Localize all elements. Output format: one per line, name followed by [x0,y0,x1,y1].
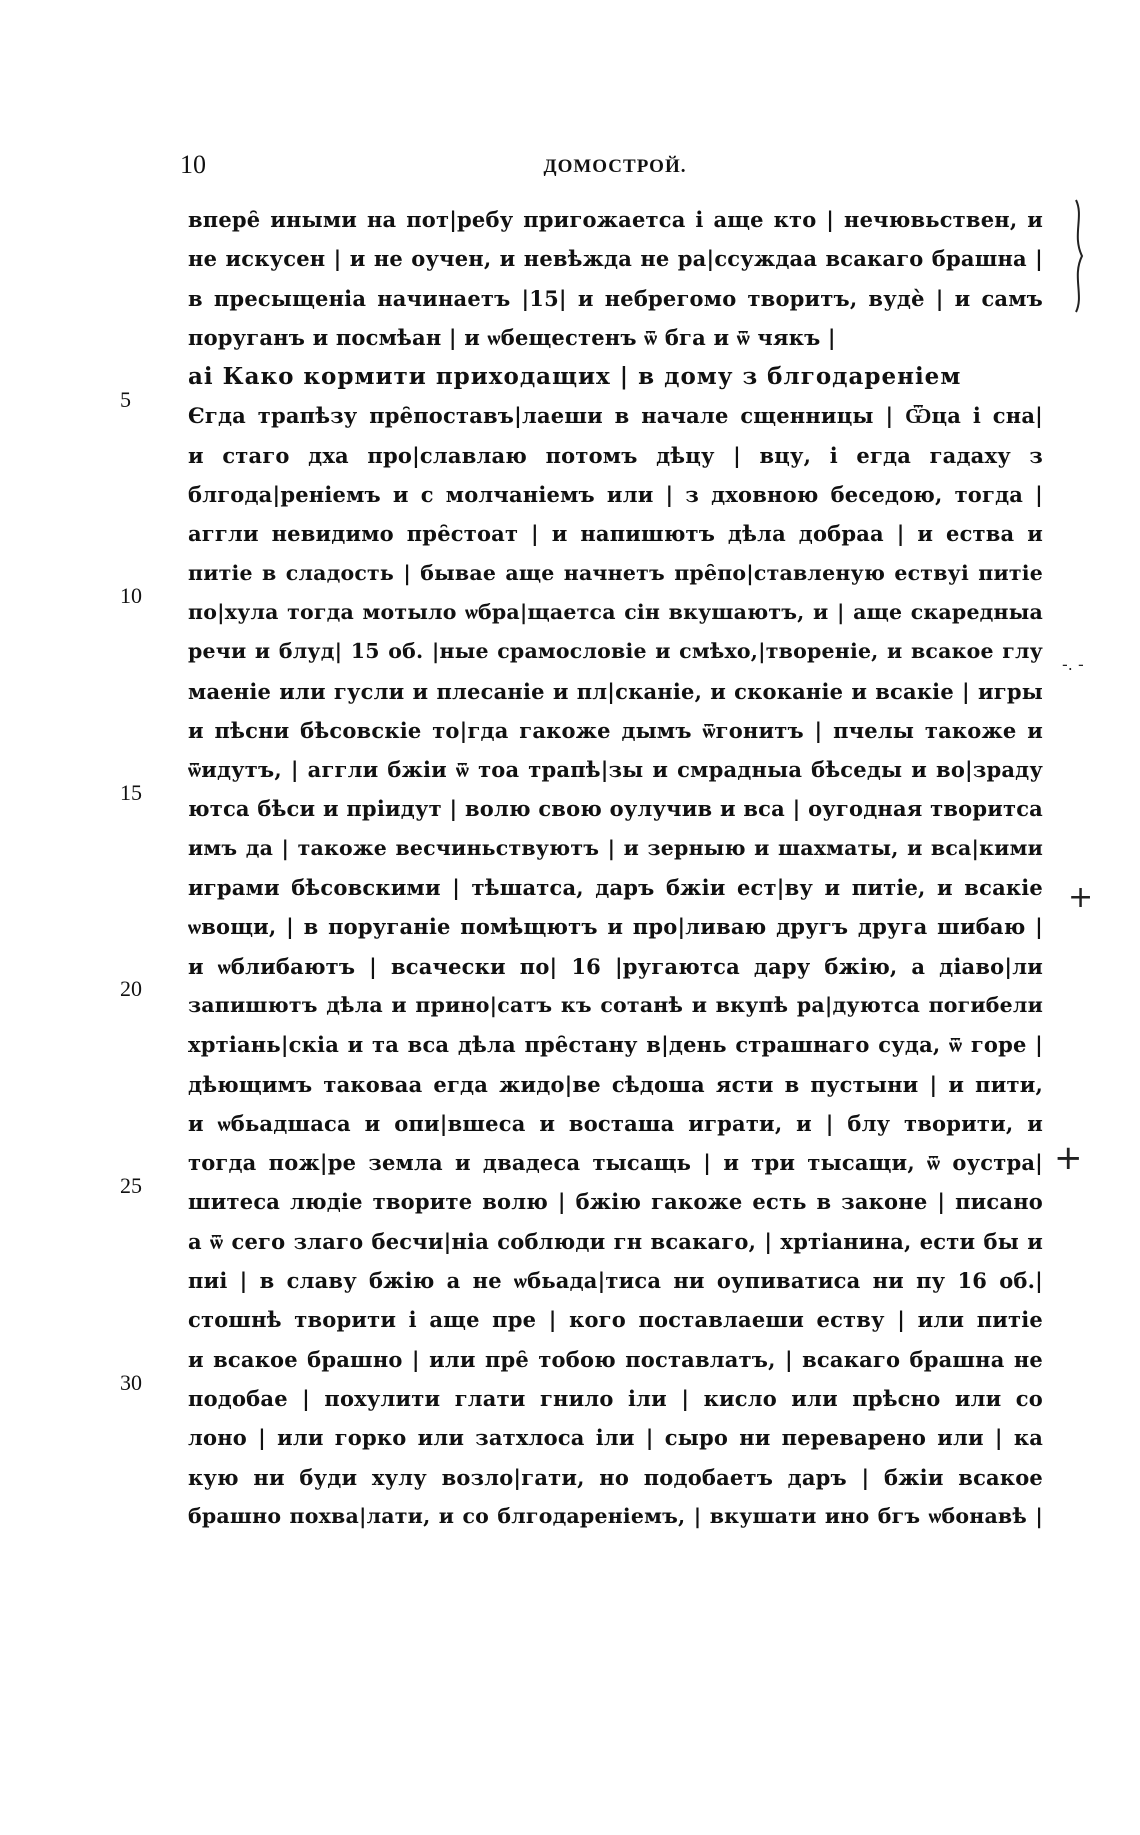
text-line: хртіань|скіа и та вса дѣла пре̑стану в|день страшнаго суда, ѿ горе | [188,1032,1043,1058]
text-line: не искусен | и не оучен, и невѣжда не ра|ссуждаа всакаго брашна | [188,246,1043,272]
text-line: и всакое брашно | или пре̑ тобою поставлатъ, | всакаго брашна не [188,1346,1043,1372]
margin-cross-mark: + [1068,880,1094,915]
line-number-25: 25 [120,1173,142,1198]
text-line: подобае | похулити глати гнило іли | кисло или прѣсно или со [188,1385,1043,1411]
line-number-5: 5 [120,387,131,412]
line-number-15: 15 [120,780,142,805]
chapter-heading: аі Како кормити приходащих | в дому з блгодареніем [188,363,962,391]
margin-cross-mark-2: + [1054,1138,1083,1178]
text-line: дѣющимъ таковаа егда жидо|ве сѣдоша ясти в пустыни | и пити, [188,1071,1043,1097]
line-number-30: 30 [120,1370,142,1395]
text-line: а ѿ сего злаго бесчи|ніа соблюди гн всакаго, | хртіанина, ести бы и [188,1228,1043,1254]
text-line: ѿидутъ, | аггли бжіи ѿ тоа трапѣ|зы и смрадныа бѣседы и во|зраду [188,757,1043,783]
line-number-10: 10 [120,583,142,608]
text-line: ютса бѣси и пріидут | волю свою оулучив и вса | оугодная творитса [188,796,1043,822]
line-number-20: 20 [120,976,142,1001]
text-line: стошнѣ творити і аще пре | кого поставлаеши еству | или питіе [188,1307,1043,1333]
text-line: запишютъ дѣла и прино|сатъ къ сотанѣ и вкупѣ ра|дуютса погибели [188,992,1043,1017]
text-line: и ѡбьадшаса и опи|вшеса и восташа играти, и | блу творити, и [188,1110,1043,1136]
margin-dash-mark: -. - [1062,655,1084,674]
text-line: и ѡблибаютъ | всачески по| 16 |ругаютса дару бжію, а діаво|ли [188,953,1043,979]
text-line: питіе в сладость | бывае аще начнетъ пре̑по|ставленую ествуі питіе [188,560,1043,585]
page-number: 10 [180,150,206,179]
text-line: блгода|реніемъ и с молчаніемъ или | з дховною беседою, тогда | [188,482,1043,508]
text-line: брашно похва|лати, и со блгодареніемъ, | вкушати ино бгъ ѡбонавѣ | [188,1503,1043,1528]
text-line: играми бѣсовскими | тѣшатса, даръ бжіи ест|ву и питіе, и всакіе [188,875,1043,901]
text-line: аггли невидимо пре̑стоат | и напишютъ дѣла добраа | и ества и [188,521,1043,547]
text-line: ѡвощи, | в поруганіе помѣщютъ и про|ливаю другъ друга шибаю | [188,914,1043,940]
text-line: по|хула тогда мотыло ѡбра|щаетса сін вкушаютъ, и | аще скаредныа [188,599,1043,624]
text-line: лоно | или горко или затхлоса іли | сыро ни переварено или | ка [188,1425,1043,1451]
text-line: поруганъ и посмѣан | и ѡбещестенъ ѿ бга и ѿ чякъ | [188,324,836,350]
text-line: кую ни буди хулу возло|гати, но подобаетъ даръ | бжіи всакое [188,1464,1043,1490]
text-line: Єгда трапѣзу пре̑поставъ|лаеши в начале сщенницы | Ѿца і сна| [188,403,1043,429]
text-line: пиі | в славу бжію а не ѡбьада|тиса ни оупиватиса ни пу 16 об.| [188,1268,1043,1294]
text-line: речи и блуд| 15 об. |ные срамословіе и смѣхо,|твореніе, и всакое глу [188,639,1043,664]
text-line: впере̑ иными на пот|ребу пригожаетса і аще кто | нечювьствен, и [188,207,1043,232]
text-line: маеніе или гусли и плесаніе и пл|сканіе, и скоканіе и всакіе | игры [188,678,1043,704]
text-line: и пѣсни бѣсовскіе то|гда гакоже дымъ ѿгонитъ | пчелы такоже и [188,717,1043,743]
text-line: имъ да | такоже весчиньствуютъ | и зерныю и шахматы, и вса|кими [188,835,1043,860]
main-text [188,200,1043,1536]
text-line: и стаго дха про|славлаю потомъ дѣцу | вцу, і егда гадаху з [188,442,1043,468]
text-line: тогда пож|ре земла и двадеса тысащь | и три тысащи, ѿ оустра| [188,1150,1043,1176]
running-title: ДОМОСТРОЙ. [543,156,687,177]
page-header [180,150,1050,190]
margin-brace-mark [1070,196,1090,316]
text-line: шитеса людіе творите волю | бжію гакоже есть в законе | писано [188,1189,1043,1215]
text-line: в пресыщеніа начинаетъ |15| и небрегомо творитъ, вудѐ | и самъ [188,285,1043,311]
